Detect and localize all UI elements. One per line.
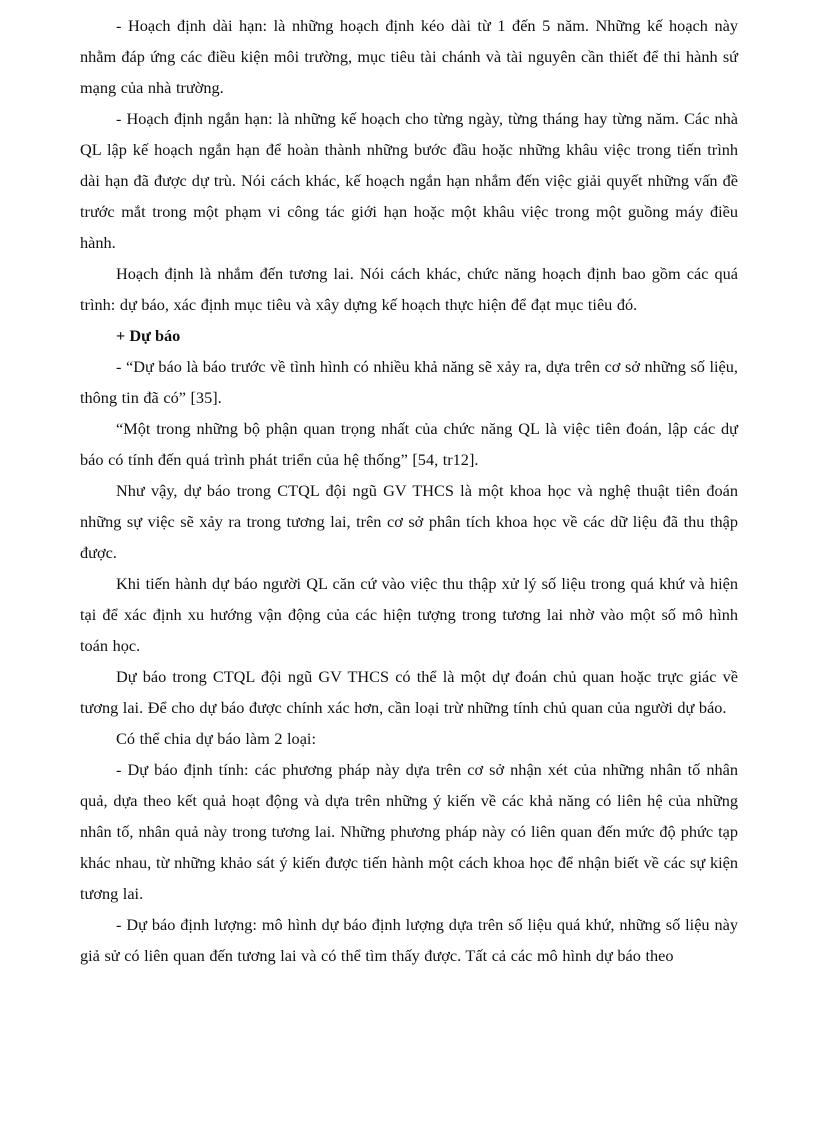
paragraph-long-term-planning: - Hoạch định dài hạn: là những hoạch định kéo dài từ 1 đến 5 năm. Những kế hoạch này nhằm đáp ứng các điều kiện môi trường, mục tiêu tài chánh và tài nguyên cần thiết để thi hành sứ mạng của nhà trường. (80, 16, 738, 97)
paragraph-forecast-thcs: Như vậy, dự báo trong CTQL đội ngũ GV THCS là một khoa học và nghệ thuật tiên đoán những sự việc sẽ xảy ra trong tương lai, trên cơ sở phân tích khoa học về các dữ liệu đã thu thập được. (80, 481, 738, 562)
paragraph-forecast-types: Có thể chia dự báo làm 2 loại: (116, 729, 316, 748)
paragraph-qualitative-forecast: - Dự báo định tính: các phương pháp này dựa trên cơ sở nhận xét của những nhân tố nhân quả, dựa theo kết quả hoạt động và dựa trên những ý kiến về các khả năng có liên hệ của những nhân tố, nhân quả này trong tương lai. Những phương pháp này có liên quan đến mức độ phức tạp khác nhau, từ những khảo sát ý kiến được tiến hành một cách khoa học để nhận biết về các sự kiện tương lai. (80, 760, 738, 903)
paragraph-quantitative-forecast: - Dự báo định lượng: mô hình dự báo định lượng dựa trên số liệu quá khứ, những số liệu này giả sử có liên quan đến tương lai và có thể tìm thấy được. Tất cả các mô hình dự báo theo (80, 915, 738, 965)
section-heading-forecast: + Dự báo (116, 326, 181, 345)
paragraph-short-term-planning: - Hoạch định ngắn hạn: là những kế hoạch cho từng ngày, từng tháng hay từng năm. Các nhà QL lập kế hoạch ngắn hạn để hoàn thành những bước đầu hoặc những khâu việc trong tiến trình dài hạn đã được dự trù. Nói cách khác, kế hoạch ngắn hạn nhắm đến việc giải quyết những vấn đề trước mắt trong một phạm vi công tác giới hạn hoặc một khâu việc trong một guồng máy điều hành. (80, 109, 738, 252)
paragraph-forecast-quote: “Một trong những bộ phận quan trọng nhất của chức năng QL là việc tiên đoán, lập các dự báo có tính đến quá trình phát triển của hệ thống” [54, tr12]. (80, 419, 738, 469)
paragraph-forecast-subjective: Dự báo trong CTQL đội ngũ GV THCS có thể là một dự đoán chủ quan hoặc trực giác về tương lai. Để cho dự báo được chính xác hơn, cần loại trừ những tính chủ quan của người dự báo. (80, 667, 738, 717)
paragraph-forecast-process: Khi tiến hành dự báo người QL căn cứ vào việc thu thập xử lý số liệu trong quá khứ và hiện tại để xác định xu hướng vận động của các hiện tượng trong tương lai nhờ vào một số mô hình toán học. (80, 574, 738, 655)
paragraph-planning-future: Hoạch định là nhắm đến tương lai. Nói cách khác, chức năng hoạch định bao gồm các quá trình: dự báo, xác định mục tiêu và xây dựng kế hoạch thực hiện để đạt mục tiêu đó. (80, 264, 738, 314)
paragraph-forecast-definition: - “Dự báo là báo trước về tình hình có nhiều khả năng sẽ xảy ra, dựa trên cơ sở những số liệu, thông tin đã có” [35]. (80, 357, 738, 407)
